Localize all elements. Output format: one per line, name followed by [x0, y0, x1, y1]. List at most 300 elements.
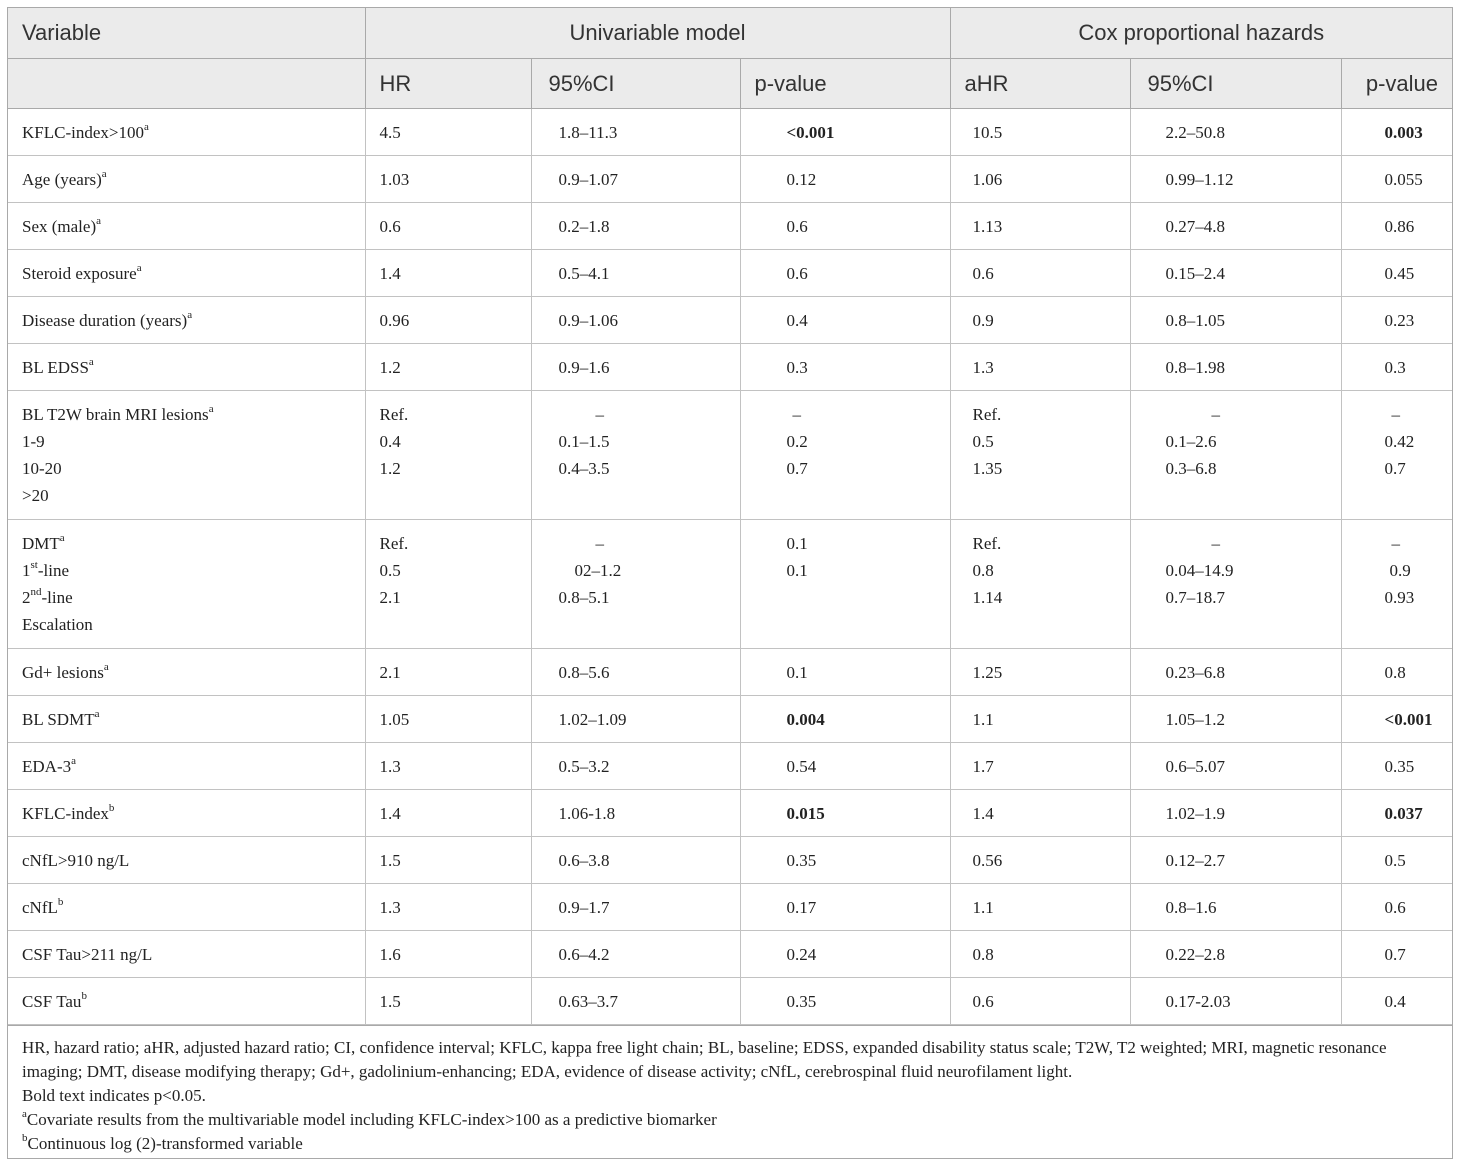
- t2w-p-0: –: [792, 405, 801, 424]
- hr-cell: [365, 203, 531, 250]
- dmt-ahr-1: 0.8: [972, 561, 994, 580]
- t2w-ahr-1: 0.5: [972, 432, 994, 451]
- p-value-cell-text: 0.6: [786, 216, 808, 236]
- dmt-ci-0: –: [595, 534, 604, 553]
- t2w-p-2: 0.7: [786, 459, 808, 478]
- table-row-dmt: [8, 520, 1452, 649]
- ahr-cell-text: 0.6: [972, 263, 994, 283]
- variable-cell-text: BL SDMT: [22, 709, 95, 729]
- table-row: [8, 978, 1452, 1025]
- ap-value-cell-text: 0.003: [1384, 122, 1423, 142]
- header-ahr: aHR: [950, 59, 1130, 109]
- ahr-cell-text: 1.1: [972, 709, 994, 729]
- table-row: [8, 344, 1452, 391]
- ahr-cell: [950, 156, 1130, 203]
- ahr-cell-text: 1.06: [972, 169, 1003, 189]
- header-row-groups: [8, 8, 1452, 59]
- t2w-aci-cell: [1130, 391, 1341, 520]
- dmt-aci-1: 0.04–14.9: [1165, 561, 1234, 580]
- variable-cell: [8, 344, 365, 391]
- hr-cell-text: 0.6: [379, 216, 401, 236]
- dmt-ap-0: –: [1391, 534, 1401, 553]
- header-row-subcolumns: [8, 59, 1452, 109]
- ci-cell: [531, 931, 740, 978]
- aci-cell-text: 0.8–1.6: [1165, 897, 1217, 917]
- table-footnotes: [8, 1025, 1452, 1156]
- variable-cell: [8, 250, 365, 297]
- header-variable: Variable: [8, 8, 365, 59]
- ap-value-cell: [1341, 884, 1452, 931]
- table-row: [8, 297, 1452, 344]
- dmt-p-cell: [740, 520, 950, 649]
- dmt-ap-2: 0.93: [1384, 588, 1415, 607]
- aci-cell-text: 0.23–6.8: [1165, 662, 1226, 682]
- results-table-container: [7, 7, 1453, 1159]
- ap-value-cell: [1341, 156, 1452, 203]
- p-value-cell-text: 0.3: [786, 357, 808, 377]
- p-value-cell-text: 0.17: [786, 897, 817, 917]
- variable-cell: [8, 884, 365, 931]
- hr-cell: [365, 743, 531, 790]
- header-cox: Cox proportional hazards: [950, 8, 1452, 59]
- hr-cell-text: 1.4: [379, 803, 401, 823]
- header-blank: [8, 59, 365, 109]
- aci-cell-text: 0.15–2.4: [1165, 263, 1226, 283]
- footnote-abbreviations: HR, hazard ratio; aHR, adjusted hazard ratio; CI, confidence interval; KFLC, kappa free light chain; BL, baseline; EDSS, expanded disability status scale; T2W, T2 weighted; MRI, magnetic resonance imaging; DMT, disease modifying therapy; Gd+, gadolinium-enhancing; EDA, evidence of disease activity; cNfL, cerebrospinal fluid neurofilament light.: [22, 1038, 1387, 1081]
- p-value-cell: [740, 156, 950, 203]
- hr-cell: [365, 297, 531, 344]
- variable-cell: [8, 696, 365, 743]
- p-value-cell: [740, 344, 950, 391]
- hazard-ratio-table: [8, 8, 1452, 1025]
- hr-cell-text: 0.96: [379, 310, 410, 330]
- ci-cell-text: 0.5–3.2: [558, 756, 610, 776]
- table-body-t2w: [8, 391, 1452, 649]
- dmt-aci-2: 0.7–18.7: [1165, 588, 1226, 607]
- table-body-bottom: [8, 649, 1452, 1025]
- ci-cell: [531, 344, 740, 391]
- ap-value-cell-text: 0.35: [1384, 756, 1415, 776]
- ci-cell: [531, 743, 740, 790]
- t2w-cat-1: 1-9: [22, 432, 45, 451]
- ap-value-cell: [1341, 696, 1452, 743]
- p-value-cell-text: 0.6: [786, 263, 808, 283]
- hr-cell: [365, 837, 531, 884]
- aci-cell-text: 0.6–5.07: [1165, 756, 1226, 776]
- ap-value-cell-text: 0.7: [1384, 944, 1406, 964]
- t2w-label-sup: a: [208, 403, 214, 416]
- variable-cell-text: Age (years): [22, 169, 102, 189]
- variable-cell-text: Sex (male): [22, 216, 97, 236]
- t2w-ahr-cell: [950, 391, 1130, 520]
- hr-cell: [365, 250, 531, 297]
- table-row: [8, 884, 1452, 931]
- ahr-cell: [950, 743, 1130, 790]
- ap-value-cell-text: 0.5: [1384, 850, 1406, 870]
- aci-cell: [1130, 297, 1341, 344]
- p-value-cell: [740, 109, 950, 156]
- dmt-ahr-2: 1.14: [972, 588, 1003, 607]
- dmt-label-sup: a: [59, 532, 65, 545]
- dmt-cat-1-num: 1: [22, 561, 31, 580]
- ci-cell-text: 0.2–1.8: [558, 216, 610, 236]
- header-aci: 95%CI: [1130, 59, 1341, 109]
- t2w-cat-2: 10-20: [22, 459, 62, 478]
- t2w-aci-1: 0.1–2.6: [1165, 432, 1217, 451]
- ap-value-cell: [1341, 297, 1452, 344]
- aci-cell: [1130, 649, 1341, 696]
- ap-value-cell: [1341, 203, 1452, 250]
- t2w-hr-cell: [365, 391, 531, 520]
- p-value-cell-text: 0.24: [786, 944, 817, 964]
- p-value-cell-text: 0.54: [786, 756, 817, 776]
- ap-value-cell: [1341, 743, 1452, 790]
- table-row: [8, 649, 1452, 696]
- ci-cell-text: 0.8–5.6: [558, 662, 610, 682]
- ap-value-cell: [1341, 344, 1452, 391]
- aci-cell-text: 0.99–1.12: [1165, 169, 1234, 189]
- aci-cell: [1130, 884, 1341, 931]
- ci-cell: [531, 156, 740, 203]
- hr-cell-text: 1.5: [379, 991, 401, 1011]
- table-row: [8, 156, 1452, 203]
- footnote-a: [22, 1108, 1438, 1132]
- ap-value-cell: [1341, 931, 1452, 978]
- ahr-cell: [950, 790, 1130, 837]
- ci-cell: [531, 649, 740, 696]
- dmt-cat-1-sup: st: [30, 559, 38, 572]
- ap-value-cell-text: 0.4: [1384, 991, 1406, 1011]
- ahr-cell-text: 1.4: [972, 803, 994, 823]
- hr-cell: [365, 649, 531, 696]
- variable-cell-text: Steroid exposure: [22, 263, 137, 283]
- dmt-ap-cell: [1341, 520, 1452, 649]
- footnote-b: [22, 1132, 1438, 1156]
- footnote-marker: a: [71, 754, 76, 767]
- dmt-cat-3: Escalation: [22, 615, 93, 634]
- table-row: [8, 743, 1452, 790]
- dmt-ahr-cell: [950, 520, 1130, 649]
- ahr-cell: [950, 203, 1130, 250]
- footnote-marker: a: [136, 261, 142, 274]
- ci-cell-text: 0.9–1.7: [558, 897, 610, 917]
- ahr-cell: [950, 297, 1130, 344]
- ahr-cell-text: 0.9: [972, 310, 994, 330]
- dmt-hr-0: Ref.: [379, 534, 409, 553]
- variable-cell: [8, 649, 365, 696]
- variable-cell: [8, 109, 365, 156]
- dmt-ahr-0: Ref.: [972, 534, 1002, 553]
- footnote-marker: a: [96, 214, 101, 227]
- ahr-cell-text: 1.7: [972, 756, 994, 776]
- ci-cell: [531, 884, 740, 931]
- p-value-cell: [740, 931, 950, 978]
- aci-cell: [1130, 109, 1341, 156]
- p-value-cell-text: 0.12: [786, 169, 817, 189]
- footnote-marker: b: [108, 801, 115, 814]
- ap-value-cell: [1341, 790, 1452, 837]
- aci-cell-text: 0.8–1.98: [1165, 357, 1226, 377]
- dmt-ap-1: 0.9: [1389, 561, 1411, 580]
- p-value-cell: [740, 837, 950, 884]
- aci-cell-text: 0.8–1.05: [1165, 310, 1226, 330]
- dmt-hr-2: 2.1: [379, 588, 401, 607]
- t2w-hr-2: 1.2: [379, 459, 401, 478]
- hr-cell-text: 1.6: [379, 944, 401, 964]
- ci-cell: [531, 978, 740, 1025]
- t2w-label: BL T2W brain MRI lesions: [22, 405, 209, 424]
- hr-cell-text: 1.2: [379, 357, 401, 377]
- header-hr: HR: [365, 59, 531, 109]
- ap-value-cell-text: <0.001: [1384, 709, 1433, 729]
- ap-value-cell: [1341, 250, 1452, 297]
- footnote-b-text: Continuous log (2)-transformed variable: [27, 1134, 303, 1153]
- header-ap: p-value: [1341, 59, 1452, 109]
- dmt-cat-2-num: 2: [22, 588, 31, 607]
- table-row: [8, 790, 1452, 837]
- ci-cell-text: 0.9–1.06: [558, 310, 618, 330]
- ap-value-cell-text: 0.45: [1384, 263, 1415, 283]
- footnote-marker: a: [103, 660, 109, 673]
- variable-cell: [8, 790, 365, 837]
- dmt-p-1: 0.1: [786, 561, 808, 580]
- ap-value-cell-text: 0.23: [1384, 310, 1415, 330]
- t2w-aci-0: –: [1211, 405, 1221, 424]
- t2w-p-1: 0.2: [786, 432, 808, 451]
- aci-cell: [1130, 156, 1341, 203]
- ahr-cell: [950, 884, 1130, 931]
- hr-cell-text: 1.5: [379, 850, 401, 870]
- ci-cell: [531, 790, 740, 837]
- aci-cell-text: 0.27–4.8: [1165, 216, 1226, 236]
- ci-cell-text: 1.8–11.3: [558, 122, 618, 142]
- variable-cell-text: KFLC-index: [22, 803, 109, 823]
- header-univariable: Univariable model: [365, 8, 950, 59]
- ap-value-cell: [1341, 649, 1452, 696]
- hr-cell-text: 1.05: [379, 709, 410, 729]
- dmt-ci-1: 02–1.2: [574, 561, 622, 580]
- variable-cell-text: Gd+ lesions: [22, 662, 104, 682]
- variable-cell-text: BL EDSS: [22, 357, 89, 377]
- p-value-cell: [740, 649, 950, 696]
- ap-value-cell-text: 0.3: [1384, 357, 1406, 377]
- dmt-cat-2-sup: nd: [30, 586, 42, 599]
- hr-cell-text: 1.3: [379, 756, 401, 776]
- t2w-ci-1: 0.1–1.5: [558, 432, 610, 451]
- ap-value-cell: [1341, 837, 1452, 884]
- aci-cell: [1130, 837, 1341, 884]
- footnote-marker: a: [101, 167, 107, 180]
- ci-cell-text: 0.9–1.6: [558, 357, 610, 377]
- ci-cell-text: 0.63–3.7: [558, 991, 618, 1011]
- footnote-marker: a: [143, 120, 149, 133]
- ap-value-cell-text: 0.055: [1384, 169, 1423, 189]
- t2w-aci-2: 0.3–6.8: [1165, 459, 1217, 478]
- ahr-cell-text: 0.8: [972, 944, 994, 964]
- ahr-cell-text: 1.1: [972, 897, 994, 917]
- ci-cell: [531, 250, 740, 297]
- ci-cell-text: 0.5–4.1: [558, 263, 610, 283]
- table-row: [8, 109, 1452, 156]
- ahr-cell-text: 0.56: [972, 850, 1003, 870]
- variable-cell-text: CSF Tau: [22, 991, 82, 1011]
- table-row-t2w: [8, 391, 1452, 520]
- t2w-label-cell: [8, 391, 365, 520]
- ci-cell: [531, 297, 740, 344]
- hr-cell: [365, 156, 531, 203]
- table-row: [8, 696, 1452, 743]
- aci-cell: [1130, 250, 1341, 297]
- hr-cell: [365, 931, 531, 978]
- ahr-cell: [950, 250, 1130, 297]
- ap-value-cell-text: 0.6: [1384, 897, 1406, 917]
- hr-cell: [365, 696, 531, 743]
- p-value-cell-text: 0.35: [786, 850, 817, 870]
- footnote-marker: b: [81, 989, 87, 1002]
- footnote-marker: a: [94, 707, 100, 720]
- ahr-cell: [950, 109, 1130, 156]
- variable-cell: [8, 743, 365, 790]
- p-value-cell-text: 0.004: [786, 709, 825, 729]
- ahr-cell-text: 0.6: [972, 991, 994, 1011]
- p-value-cell: [740, 884, 950, 931]
- ahr-cell: [950, 649, 1130, 696]
- t2w-ap-2: 0.7: [1384, 459, 1406, 478]
- variable-cell: [8, 837, 365, 884]
- dmt-cat-2-rest: -line: [41, 588, 73, 607]
- p-value-cell-text: 0.35: [786, 991, 817, 1011]
- t2w-ap-cell: [1341, 391, 1452, 520]
- dmt-cat-1-rest: -line: [37, 561, 69, 580]
- table-row: [8, 203, 1452, 250]
- p-value-cell: [740, 297, 950, 344]
- hr-cell-text: 2.1: [379, 662, 401, 682]
- header-ci: 95%CI: [531, 59, 740, 109]
- ap-value-cell-text: 0.86: [1384, 216, 1415, 236]
- t2w-hr-1: 0.4: [379, 432, 401, 451]
- footnote-marker: b: [57, 895, 64, 908]
- ci-cell: [531, 696, 740, 743]
- dmt-label: DMT: [22, 534, 60, 553]
- aci-cell: [1130, 203, 1341, 250]
- dmt-hr-1: 0.5: [379, 561, 401, 580]
- variable-cell: [8, 978, 365, 1025]
- dmt-ci-cell: [531, 520, 740, 649]
- aci-cell: [1130, 743, 1341, 790]
- dmt-hr-cell: [365, 520, 531, 649]
- table-body-top: [8, 109, 1452, 391]
- ci-cell: [531, 203, 740, 250]
- variable-cell-text: EDA-3: [22, 756, 72, 776]
- aci-cell: [1130, 344, 1341, 391]
- variable-cell-text: CSF Tau>211 ng/L: [22, 944, 153, 964]
- t2w-p-cell: [740, 391, 950, 520]
- p-value-cell: [740, 203, 950, 250]
- dmt-aci-cell: [1130, 520, 1341, 649]
- t2w-ci-cell: [531, 391, 740, 520]
- footnote-a-text: Covariate results from the multivariable model including KFLC-index>100 as a predictive biomarker: [26, 1110, 717, 1129]
- ahr-cell-text: 1.13: [972, 216, 1003, 236]
- ap-value-cell-text: 0.037: [1384, 803, 1423, 823]
- footnote-marker: a: [88, 355, 94, 368]
- hr-cell-text: 1.3: [379, 897, 401, 917]
- ap-value-cell: [1341, 109, 1452, 156]
- variable-cell-text: Disease duration (years): [22, 310, 188, 330]
- variable-cell-text: cNfL>910 ng/L: [22, 850, 130, 870]
- ap-value-cell-text: 0.8: [1384, 662, 1406, 682]
- ahr-cell-text: 1.3: [972, 357, 994, 377]
- ap-value-cell: [1341, 978, 1452, 1025]
- p-value-cell-text: 0.015: [786, 803, 825, 823]
- ahr-cell-text: 10.5: [972, 122, 1003, 142]
- aci-cell: [1130, 978, 1341, 1025]
- hr-cell: [365, 790, 531, 837]
- t2w-ap-0: –: [1391, 405, 1401, 424]
- t2w-ap-1: 0.42: [1384, 432, 1415, 451]
- ci-cell-text: 0.6–3.8: [558, 850, 610, 870]
- p-value-cell: [740, 978, 950, 1025]
- hr-cell: [365, 344, 531, 391]
- ci-cell-text: 1.02–1.09: [558, 709, 627, 729]
- hr-cell: [365, 978, 531, 1025]
- ci-cell: [531, 109, 740, 156]
- aci-cell-text: 0.22–2.8: [1165, 944, 1226, 964]
- ahr-cell: [950, 978, 1130, 1025]
- variable-cell: [8, 931, 365, 978]
- t2w-ahr-0: Ref.: [972, 405, 1002, 424]
- table-row: [8, 837, 1452, 884]
- t2w-ahr-2: 1.35: [972, 459, 1003, 478]
- t2w-ci-2: 0.4–3.5: [558, 459, 610, 478]
- aci-cell-text: 0.12–2.7: [1165, 850, 1226, 870]
- dmt-ci-2: 0.8–5.1: [558, 588, 610, 607]
- p-value-cell-text: <0.001: [786, 122, 835, 142]
- p-value-cell-text: 0.1: [786, 662, 808, 682]
- ci-cell-text: 1.06-1.8: [558, 803, 616, 823]
- ahr-cell: [950, 837, 1130, 884]
- ahr-cell: [950, 696, 1130, 743]
- ahr-cell-text: 1.25: [972, 662, 1003, 682]
- aci-cell-text: 0.17-2.03: [1165, 991, 1231, 1011]
- variable-cell: [8, 297, 365, 344]
- dmt-aci-0: –: [1211, 534, 1221, 553]
- p-value-cell: [740, 250, 950, 297]
- ci-cell-text: 0.6–4.2: [558, 944, 610, 964]
- footnote-bold-note: Bold text indicates p<0.05.: [22, 1086, 206, 1105]
- aci-cell-text: 1.05–1.2: [1165, 709, 1226, 729]
- variable-cell: [8, 156, 365, 203]
- t2w-cat-3: >20: [22, 486, 49, 505]
- t2w-hr-0: Ref.: [379, 405, 409, 424]
- t2w-ci-0: –: [595, 405, 604, 424]
- footnote-a-mark: a: [22, 1108, 27, 1121]
- ahr-cell: [950, 344, 1130, 391]
- hr-cell-text: 1.03: [379, 169, 410, 189]
- aci-cell: [1130, 931, 1341, 978]
- hr-cell: [365, 109, 531, 156]
- dmt-label-cell: [8, 520, 365, 649]
- variable-cell: [8, 203, 365, 250]
- hr-cell-text: 4.5: [379, 122, 401, 142]
- variable-cell-text: cNfL: [22, 897, 58, 917]
- aci-cell-text: 1.02–1.9: [1165, 803, 1226, 823]
- table-row: [8, 250, 1452, 297]
- table-row: [8, 931, 1452, 978]
- ahr-cell: [950, 931, 1130, 978]
- p-value-cell: [740, 790, 950, 837]
- aci-cell: [1130, 790, 1341, 837]
- ci-cell: [531, 837, 740, 884]
